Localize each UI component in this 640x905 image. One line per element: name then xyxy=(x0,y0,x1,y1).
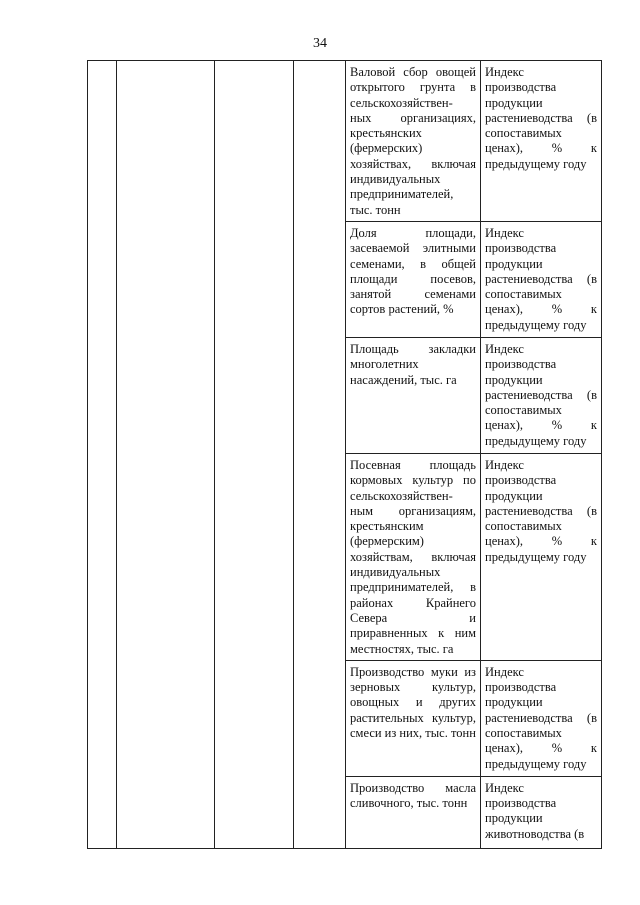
page-number: 34 xyxy=(313,36,327,51)
index-cell: Индекс производства продукции растениеводства (в сопоставимых ценах), % к предыдущему году xyxy=(481,61,602,222)
indicator-cell: Производство муки из зерновых культур, овощных и других растительных культур, смеси из них, тыс. тонн xyxy=(346,660,481,776)
index-cell: Индекс производства продукции растениеводства (в сопоставимых ценах), % к предыдущему году xyxy=(481,453,602,660)
empty-column-4 xyxy=(294,61,346,849)
indicators-table xyxy=(87,60,602,849)
indicator-cell: Валовой сбор овощей открытого грунта в сельскохозяйствен- ных организациях, крестьянских (фермерских) хозяйствах, включая индивидуальных предпринимателей, тыс. тонн xyxy=(346,61,481,222)
empty-column-3 xyxy=(215,61,294,849)
indicator-cell: Площадь закладки многолетних насаждений, тыс. га xyxy=(346,337,481,453)
empty-column-2 xyxy=(117,61,215,849)
indicator-cell: Посевная площадь кормовых культур по сельскохозяйствен- ным организациям, крестьянским (фермерским) хозяйствам, включая индивидуальных предпринимателей, в районах Крайнего Севера и приравненных к ним местностях, тыс. га xyxy=(346,453,481,660)
index-cell: Индекс производства продукции растениеводства (в сопоставимых ценах), % к предыдущему году xyxy=(481,660,602,776)
indicator-cell: Доля площади, засеваемой элитными семенами, в общей площади посевов, занятой семенами сортов растений, % xyxy=(346,221,481,337)
index-cell: Индекс производства продукции растениеводства (в сопоставимых ценах), % к предыдущему году xyxy=(481,337,602,453)
empty-column-1 xyxy=(88,61,117,849)
index-cell: Индекс производства продукции животноводства (в xyxy=(481,776,602,848)
indicator-cell: Производство масла сливочного, тыс. тонн xyxy=(346,776,481,848)
index-cell: Индекс производства продукции растениеводства (в сопоставимых ценах), % к предыдущему году xyxy=(481,221,602,337)
table-row xyxy=(88,61,602,222)
